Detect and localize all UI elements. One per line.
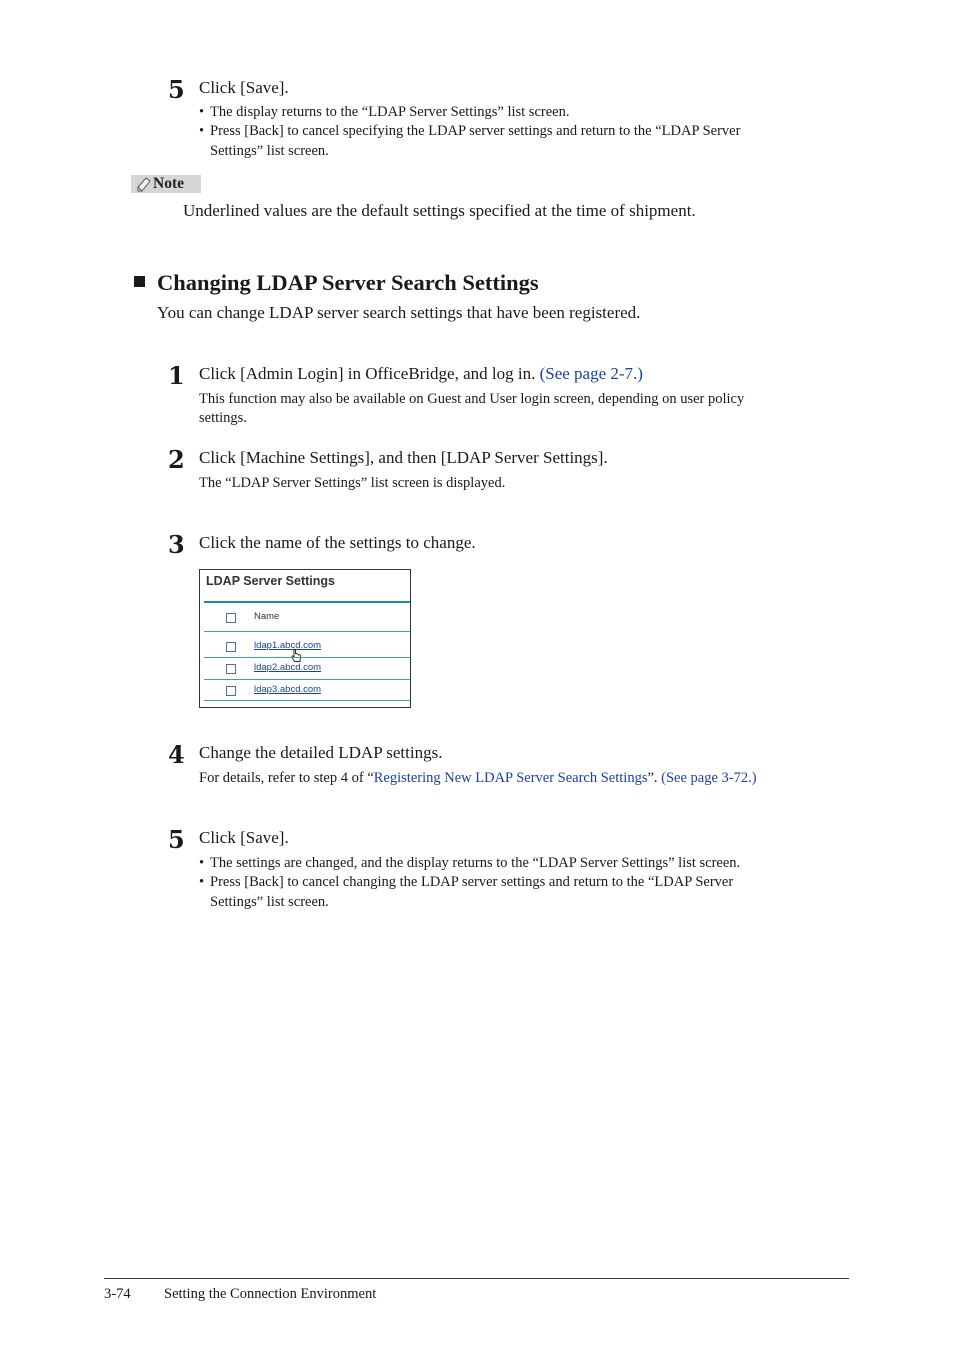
server-name-link[interactable]: ldap1.abcd.com (254, 640, 322, 651)
row-checkbox[interactable] (226, 664, 236, 674)
step-number: 3 (168, 530, 185, 559)
note-text: Underlined values are the default settings specified at the time of shipment. (183, 201, 696, 220)
footer-rule (104, 1278, 849, 1279)
step-note: This function may also be available on Guest and User login screen, depending on user policy (199, 391, 745, 407)
note-label: Note (153, 175, 184, 192)
section-bullet-square (134, 276, 145, 287)
step-text: Change the detailed LDAP settings. (199, 743, 443, 762)
step-number: 4 (168, 740, 185, 769)
row-checkbox[interactable] (226, 642, 236, 652)
table-header-row (204, 607, 410, 628)
section-intro: You can change LDAP server search settings that have been registered. (157, 303, 641, 322)
step-number: 2 (168, 445, 185, 474)
note-badge (131, 175, 201, 193)
row-divider (204, 631, 410, 632)
section-title: Changing LDAP Server Search Settings (157, 270, 539, 295)
step-text: Click the name of the settings to change. (199, 533, 476, 552)
step-text: Click [Machine Settings], and then [LDAP Server Settings]. (199, 448, 608, 467)
server-name-link[interactable]: ldap3.abcd.com (254, 684, 322, 695)
panel-title: LDAP Server Settings (206, 574, 335, 588)
footer-chapter-title: Setting the Connection Environment (164, 1286, 377, 1302)
footer-page-number: 3-74 (104, 1286, 131, 1302)
see-page-link[interactable]: (See page 3-72.) (661, 770, 757, 786)
step-number: 5 (168, 825, 185, 854)
column-header-name: Name (254, 611, 280, 622)
step-text: Click [Admin Login] in OfficeBridge, and log in. (See page 2-7.) (199, 364, 643, 383)
step-text: Click [Save]. (199, 78, 289, 97)
registering-settings-link[interactable]: Registering New LDAP Server Search Settings (373, 770, 648, 786)
pencil-icon (137, 177, 151, 192)
step-note: For details, refer to step 4 of “Registering New LDAP Server Search Settings”. (See page 3-72.) (199, 770, 757, 786)
step-number: 5 (168, 75, 185, 104)
select-all-checkbox[interactable] (226, 613, 236, 623)
panel-title-rule (204, 601, 410, 603)
table-row[interactable] (204, 680, 410, 701)
table-row[interactable] (204, 658, 410, 679)
ldap-server-settings-screenshot (199, 569, 411, 708)
see-page-link[interactable]: (See page 2-7.) (539, 364, 643, 383)
server-name-link[interactable]: ldap2.abcd.com (254, 662, 322, 673)
step-text: Click [Save]. (199, 828, 289, 847)
row-checkbox[interactable] (226, 686, 236, 696)
table-row[interactable] (204, 636, 410, 657)
step-note: settings. (199, 410, 247, 426)
step-note: The “LDAP Server Settings” list screen is displayed. (199, 475, 506, 491)
row-divider (204, 700, 410, 701)
step-number: 1 (168, 361, 185, 390)
